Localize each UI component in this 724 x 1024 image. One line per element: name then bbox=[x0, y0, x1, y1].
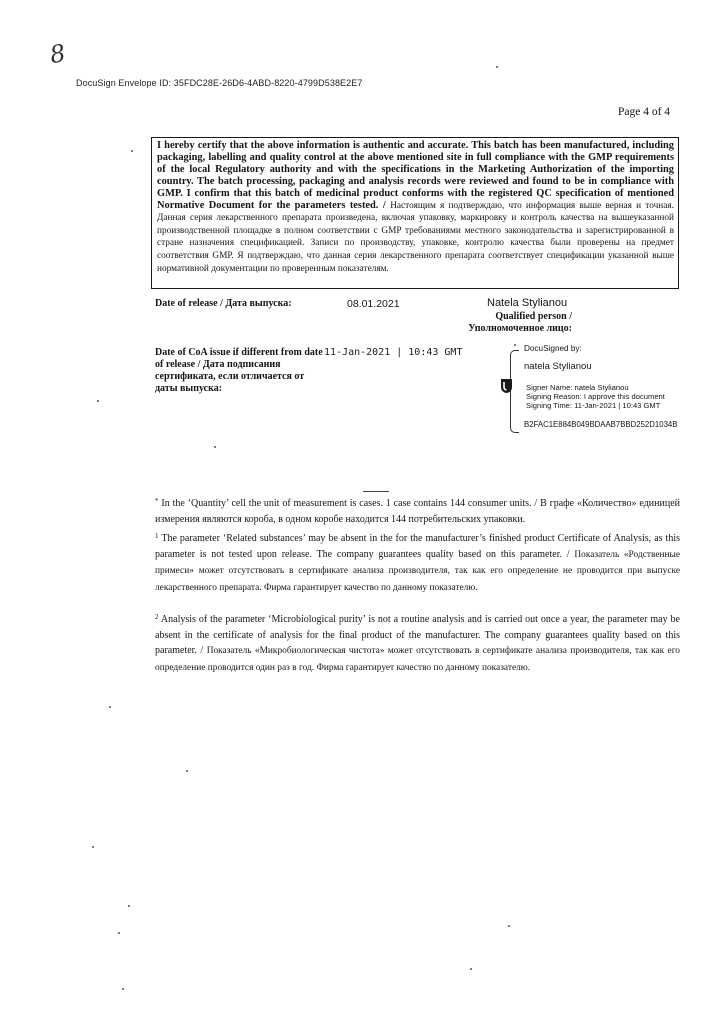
footnote-star-text: In the ‘Quantity’ cell the unit of measurement is cases. 1 case contains 144 consumer units. / В графе «Количество» единицей измерения являются короба, в одном коробе находится 144 потребительских упаковки. bbox=[155, 498, 681, 525]
scan-speck bbox=[97, 400, 99, 402]
handwritten-page-mark: 8 bbox=[47, 38, 68, 70]
certification-box bbox=[151, 137, 679, 289]
scan-speck bbox=[496, 66, 498, 68]
scan-speck bbox=[92, 846, 94, 848]
docusign-signature-block bbox=[498, 344, 710, 434]
docusign-shield-icon bbox=[500, 378, 514, 394]
certification-text-english bbox=[157, 140, 674, 275]
footnote-related-substances bbox=[155, 531, 680, 596]
certification-english: I hereby certify that the above information is authentic and accurate. This batch has been manufactured, including packaging, labelling and quality control at the above mentioned site in full compliance with the GMP requirements of the local Regulatory authority and with the specifications in the Marketing Authorization of the importing country. The batch processing, packaging and analysis records were reviewed and found to be in compliance with GMP. I confirm that this batch of medicinal product conforms with the registered QC specification of mentioned Normative Document for the parameters tested. / bbox=[157, 140, 674, 211]
qualified-person-title bbox=[455, 311, 572, 335]
docusign-signature: natela Stylianou bbox=[524, 361, 592, 372]
scan-speck bbox=[514, 344, 516, 346]
scan-speck bbox=[109, 706, 111, 708]
footnote-microbiological-purity bbox=[155, 612, 680, 676]
docusign-title: DocuSigned by: bbox=[524, 344, 582, 353]
docusign-hash: B2FAC1E884B049BDAAB7BBD252D1034B bbox=[524, 420, 678, 429]
docusign-signing-time: Signing Time: 11-Jan-2021 | 10:43 GMT bbox=[526, 401, 661, 410]
scan-speck bbox=[508, 925, 510, 927]
page-number: Page 4 of 4 bbox=[618, 106, 671, 118]
docusign-signer-name: Signer Name: natela Stylianou bbox=[526, 383, 629, 392]
scan-speck bbox=[128, 905, 130, 907]
footnote-1-russian: Показатель «Родственные примеси» может отсутствовать в сертификате анализа производителя, так как его определение не проводится при выпуске лекарственного препарата. Фирма гарантирует качество по данному показателю. bbox=[155, 549, 680, 593]
qualified-person-name: Natela Stylianou bbox=[487, 297, 568, 309]
coa-issue-timestamp: 11-Jan-2021 | 10:43 GMT bbox=[324, 347, 463, 358]
scan-speck bbox=[186, 770, 188, 772]
scan-speck bbox=[122, 988, 124, 990]
qualified-person-title-en: Qualified person / bbox=[495, 311, 572, 322]
release-date-label: Date of release / Дата выпуска: bbox=[155, 298, 292, 309]
scan-speck bbox=[470, 968, 472, 970]
footnote-separator bbox=[363, 491, 389, 492]
scan-speck bbox=[131, 150, 133, 152]
scan-speck bbox=[118, 932, 120, 934]
docusign-envelope-id: DocuSign Envelope ID: 35FDC28E-26D6-4ABD-8220-4799D538E2E7 bbox=[76, 78, 363, 88]
docusign-signing-reason: Signing Reason: I approve this document bbox=[526, 392, 665, 401]
scan-speck bbox=[214, 446, 216, 448]
release-date-value: 08.01.2021 bbox=[347, 298, 400, 310]
certification-russian: Настоящим я подтверждаю, что информация выше верная и точная. Данная серия лекарственного препарата произведена, включая упаковку, маркировку и контроль качества на вышеуказанной производственной площадке в полном соответствии с GMP требованиями местного законодательства и зарегистрированной в стране назначения спецификацией. Записи по производству, упаковке, контролю качества были проверены на предмет соответствия GMP. Я подтверждаю, что данная серия лекарственного препарата соответствует спецификации указанной выше нормативной документации по проверенным показателям. bbox=[157, 200, 675, 274]
footnote-1-marker: 1 bbox=[155, 532, 159, 540]
footnote-1-english: The parameter ‘Related substances’ may be absent in the for the manufacturer’s finished product Certificate of Analysis, as this parameter is not tested upon release. The company guarantees quality based on this parameter. / bbox=[155, 533, 680, 560]
footnote-2-marker: 2 bbox=[155, 613, 159, 621]
footnote-quantity bbox=[155, 496, 680, 527]
coa-issue-date-label: Date of CoA issue if different from date of release / Дата подписания сертификата, если отличается от даты выпуска: bbox=[155, 347, 323, 394]
qualified-person-title-ru: Уполномоченное лицо: bbox=[468, 323, 572, 334]
footnote-2-english: Analysis of the parameter ‘Microbiological purity’ is not a routine analysis and is carried out once a year, the parameter may be absent in the certificate of analysis for the final product of the manufacturer. The company guarantees quality based on this parameter. / bbox=[155, 614, 680, 656]
footnote-2-russian: Показатель «Микробиологическая чистота» может отсутствовать в сертификате анализа производителя, так как его определение проводится один раз в год. Фирма гарантирует качество по данному показателю. bbox=[155, 646, 680, 673]
footnote-star-marker: * bbox=[155, 497, 159, 505]
